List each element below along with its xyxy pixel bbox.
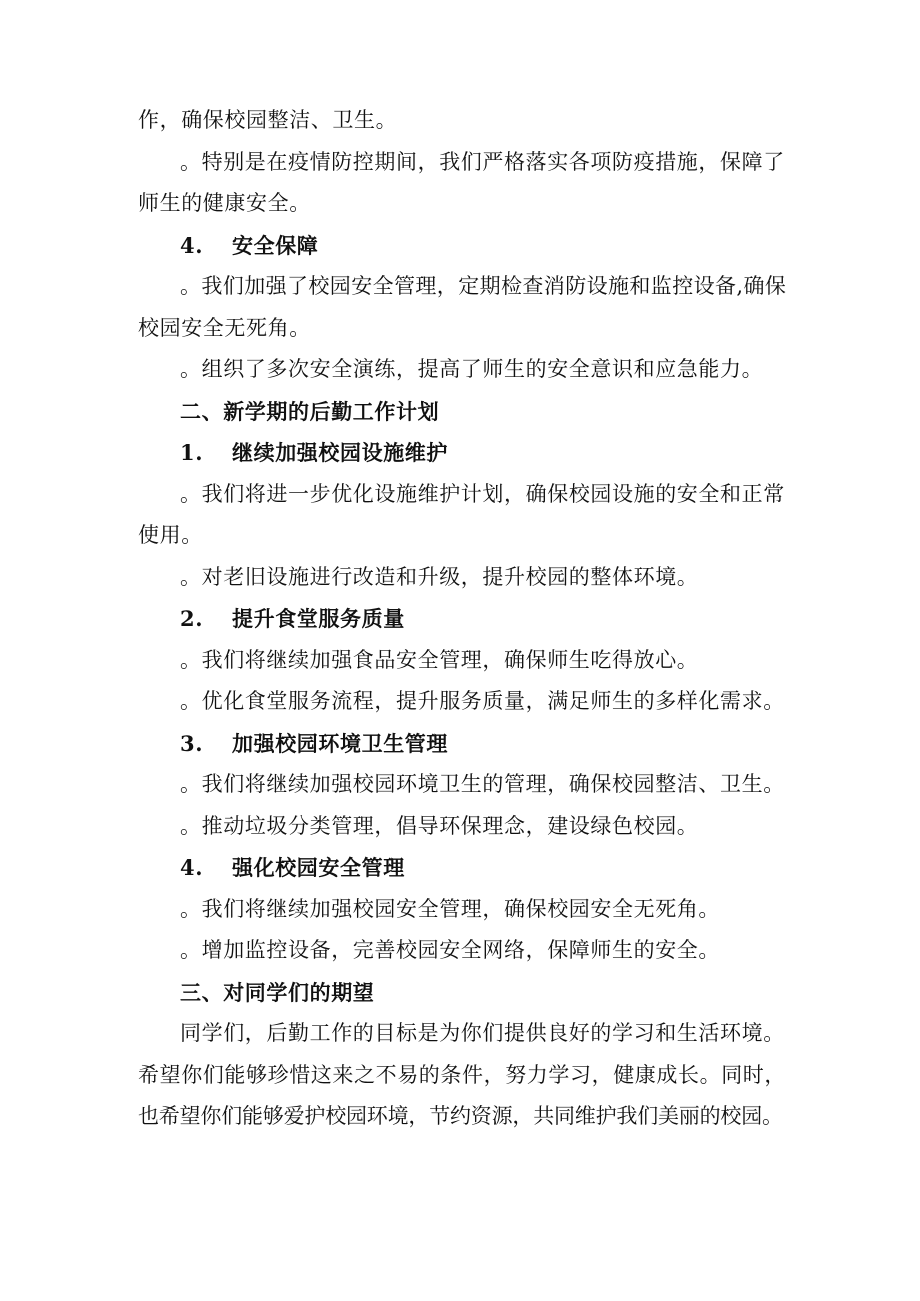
paragraph-line: 。组织了多次安全演练，提高了师生的安全意识和应急能力。 [180, 357, 764, 381]
paragraph-line: 。推动垃圾分类管理，倡导环保理念，建设绿色校园。 [180, 813, 699, 838]
paragraph-line: 。增加监控设备，完善校园安全网络，保障师生的安全。 [180, 938, 720, 962]
paragraph-line: 。我们将进一步优化设施维护计划，确保校园设施的安全和正常 [180, 481, 785, 506]
paragraph-line: 。我们将继续加强食品安全管理，确保师生吃得放心。 [180, 647, 699, 672]
subsection-title: 安全保障 [232, 232, 319, 258]
paragraph-line: 师生的健康安全。 [138, 191, 311, 215]
subsection-heading-security [138, 847, 788, 889]
paragraph-line: 希望你们能够珍惜这来之不易的条件，努力学习，健康成长。同时， [138, 1062, 786, 1087]
paragraph-line: 。我们将继续加强校园安全管理，确保校园安全无死角。 [180, 896, 720, 921]
subsection-title: 加强校园环境卫生管理 [232, 730, 448, 756]
paragraph-line: 。特别是在疫情防控期间，我们严格落实各项防疫措施，保障了 [180, 149, 785, 174]
paragraph-line: 使用。 [138, 523, 203, 547]
paragraph-line: 。优化食堂服务流程，提升服务质量，满足师生的多样化需求。 [180, 689, 785, 713]
section-heading-plan: 二、新学期的后勤工作计划 [180, 398, 440, 424]
subsection-number: 4. [180, 855, 204, 880]
subsection-number: 3. [180, 730, 204, 756]
paragraph-line: 作，确保校园整洁、卫生。 [138, 108, 398, 132]
paragraph-line: 校园安全无死角。 [138, 315, 311, 340]
document-body [138, 100, 788, 1138]
paragraph-line: 同学们，后勤工作的目标是为你们提供良好的学习和生活环境。 [180, 1021, 785, 1045]
subsection-heading-environment [138, 723, 788, 765]
subsection-title: 强化校园安全管理 [232, 855, 405, 880]
subsection-title: 继续加强校园设施维护 [232, 440, 448, 465]
subsection-heading-canteen [138, 598, 788, 640]
paragraph-line: 。对老旧设施进行改造和升级，提升校园的整体环境。 [180, 564, 699, 589]
subsection-number: 4. [180, 232, 204, 258]
subsection-title: 提升食堂服务质量 [232, 606, 405, 631]
subsection-number: 2. [180, 606, 204, 631]
subsection-number: 1. [180, 440, 204, 465]
subsection-heading-facilities [138, 432, 788, 474]
paragraph-line: 。我们将继续加强校园环境卫生的管理，确保校园整洁、卫生。 [180, 772, 785, 796]
paragraph-line: 也希望你们能够爱护校园环境，节约资源，共同维护我们美丽的校园。 [138, 1104, 783, 1128]
paragraph-line: 。我们加强了校园安全管理，定期检查消防设施和监控设备,确保 [180, 274, 787, 298]
subsection-heading-safety [138, 225, 788, 267]
section-heading-expectations: 三、对同学们的期望 [180, 979, 375, 1005]
